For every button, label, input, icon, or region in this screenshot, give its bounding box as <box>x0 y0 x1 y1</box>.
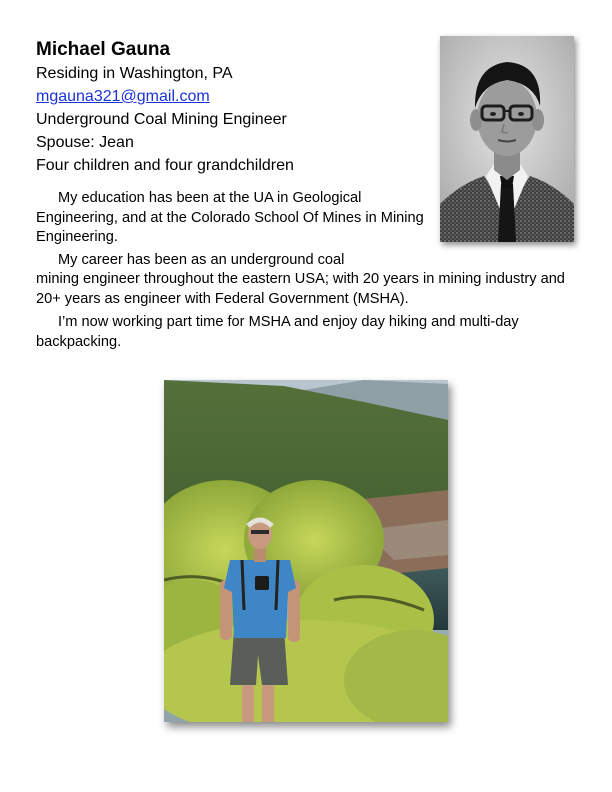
hiking-photo <box>164 380 448 722</box>
email-link[interactable]: mgauna321@gmail.com <box>36 88 210 105</box>
career-paragraph: My career has been as an underground coal mining engineer throughout the eastern USA; with 20 years in mining industry and 20+ years as engineer with Federal Government (MSHA). <box>36 251 565 307</box>
current-paragraph: I’m now working part time for MSHA and enjoy day hiking and multi-day backpacking. <box>36 314 519 350</box>
spouse: Spouse: Jean <box>36 134 134 151</box>
bio-text <box>36 189 576 352</box>
occupation: Underground Coal Mining Engineer <box>36 111 287 128</box>
person-name: Michael Gauna <box>36 39 171 60</box>
education-paragraph: My education has been at the UA in Geological Engineering, and at the Colorado School Of Mines in Mining Engineering. <box>36 190 424 245</box>
residence: Residing in Washington, PA <box>36 65 233 82</box>
family: Four children and four grandchildren <box>36 157 294 174</box>
profile-header <box>36 38 436 177</box>
